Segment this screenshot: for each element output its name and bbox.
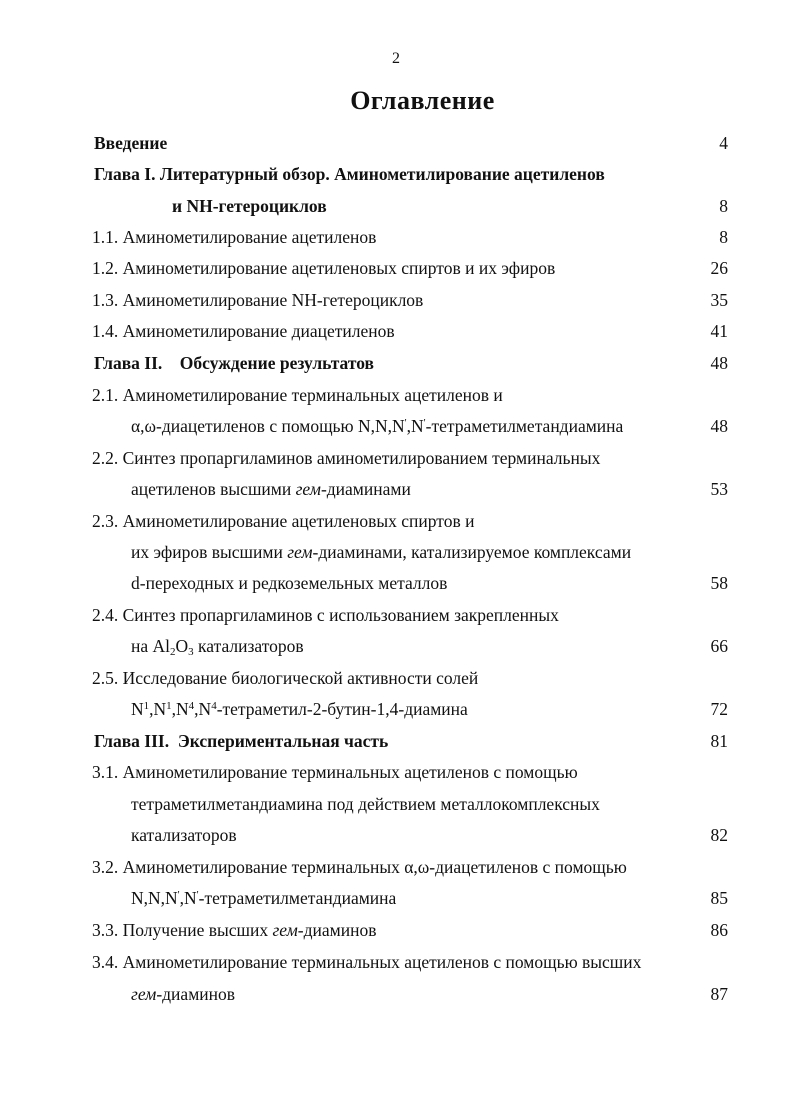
toc-page-number: 87 [710, 984, 728, 1004]
toc-entry-chapter-1[interactable] [0, 162, 792, 186]
toc-entry-3-2[interactable] [0, 855, 792, 879]
toc-label: d-переходных и редкоземельных металлов [131, 573, 448, 593]
toc-entry-2-4[interactable] [0, 603, 792, 627]
toc-entry-3-1-cont[interactable] [0, 792, 792, 816]
toc-entry-3-1[interactable] [0, 760, 792, 784]
toc-label: катализаторов [131, 825, 237, 845]
toc-entry-2-5[interactable] [0, 666, 792, 690]
toc-page-number: 48 [710, 416, 728, 436]
toc-label: 2.3. Аминометилирование ацетиленовых спиртов и [92, 511, 475, 531]
toc-entry-2-1[interactable] [0, 383, 792, 407]
toc-label: Глава III. Экспериментальная часть [94, 731, 389, 751]
toc-page-number: 4 [719, 133, 728, 153]
toc-entry-1-4[interactable] [0, 319, 792, 343]
toc-page-number: 86 [710, 920, 728, 940]
toc-entry-intro[interactable] [0, 131, 792, 155]
toc-page-number: 8 [719, 196, 728, 216]
toc-label: α,ω-диацетиленов с помощью N,N,N',N'-тетраметилметандиамина [131, 416, 624, 436]
toc-page-number: 8 [719, 227, 728, 247]
toc-entry-2-5-cont[interactable] [0, 697, 792, 721]
toc-page-number: 72 [710, 699, 728, 719]
toc-label: 1.2. Аминометилирование ацетиленовых спиртов и их эфиров [92, 258, 556, 278]
toc-label: Введение [94, 133, 168, 153]
toc-page-number: 66 [710, 636, 728, 656]
toc-page-number: 53 [710, 479, 728, 499]
toc-entry-1-1[interactable] [0, 225, 792, 249]
toc-label: 1.1. Аминометилирование ацетиленов [92, 227, 377, 247]
toc-label: и NH-гетероциклов [172, 196, 327, 216]
toc-label: 1.4. Аминометилирование диацетиленов [92, 321, 395, 341]
toc-entry-2-1-cont[interactable] [0, 414, 792, 438]
toc-entry-2-3-cont[interactable] [0, 540, 792, 564]
toc-label: Глава I. Литературный обзор. Аминометилирование ацетиленов [94, 164, 605, 184]
toc-page-number: 35 [710, 290, 728, 310]
toc-entry-3-1-cont2[interactable] [0, 823, 792, 847]
page-title: Оглавление [350, 86, 495, 115]
toc-entry-2-3-cont2[interactable] [0, 571, 792, 595]
toc-label: 2.1. Аминометилирование терминальных ацетиленов и [92, 385, 503, 405]
toc-label: их эфиров высшими гем-диаминами, катализируемое комплексами [131, 542, 632, 562]
toc-page-number: 58 [710, 573, 728, 593]
toc-label: 2.5. Исследование биологической активности солей [92, 668, 479, 688]
page-number: 2 [392, 50, 400, 67]
toc-page-number: 82 [710, 825, 728, 845]
toc-label: Глава II. Обсуждение результатов [94, 353, 374, 373]
toc-entry-chapter-2[interactable] [0, 351, 792, 375]
toc-page-number: 48 [710, 353, 728, 373]
toc-entry-3-4[interactable] [0, 950, 792, 974]
toc-entry-1-2[interactable] [0, 256, 792, 280]
toc-entry-2-4-cont[interactable] [0, 634, 792, 658]
toc-entry-chapter-3[interactable] [0, 729, 792, 753]
toc-page-number: 85 [710, 888, 728, 908]
toc-page-number: 26 [710, 258, 728, 278]
toc-entry-3-2-cont[interactable] [0, 886, 792, 910]
toc-label: 2.2. Синтез пропаргиламинов аминометилированием терминальных [92, 448, 601, 468]
toc-label: 3.3. Получение высших гем-диаминов [92, 920, 377, 940]
toc-entry-1-3[interactable] [0, 288, 792, 312]
toc-label: ацетиленов высшими гем-диаминами [131, 479, 411, 499]
toc-entry-3-3[interactable] [0, 918, 792, 942]
toc-label: 1.3. Аминометилирование NH-гетероциклов [92, 290, 424, 310]
toc-entry-2-3[interactable] [0, 509, 792, 533]
toc-label: тетраметилметандиамина под действием металлокомплексных [131, 794, 600, 814]
toc-label: 3.4. Аминометилирование терминальных ацетиленов с помощью высших [92, 952, 642, 972]
toc-label: гем-диаминов [131, 984, 236, 1004]
toc-label: 3.2. Аминометилирование терминальных α,ω-диацетиленов с помощью [92, 857, 627, 877]
toc-entry-3-4-cont[interactable] [0, 982, 792, 1006]
toc-label: 2.4. Синтез пропаргиламинов с использованием закрепленных [92, 605, 559, 625]
toc-label: N,N,N',N'-тетраметилметандиамина [131, 888, 397, 908]
toc-entry-2-2[interactable] [0, 446, 792, 470]
toc-page-number: 41 [710, 321, 728, 341]
toc-label: 3.1. Аминометилирование терминальных ацетиленов с помощью [92, 762, 578, 782]
toc-label: на $Al_2O_3$ катализаторов [131, 636, 304, 658]
toc-page-number: 81 [710, 731, 728, 751]
toc-entry-2-2-cont[interactable] [0, 477, 792, 501]
toc-label: $N^1,N^1,N^4,N^4-тетраметил-2-бутин-1,4$-диамина [131, 699, 468, 719]
toc-entry-chapter-1-cont[interactable] [0, 194, 792, 218]
